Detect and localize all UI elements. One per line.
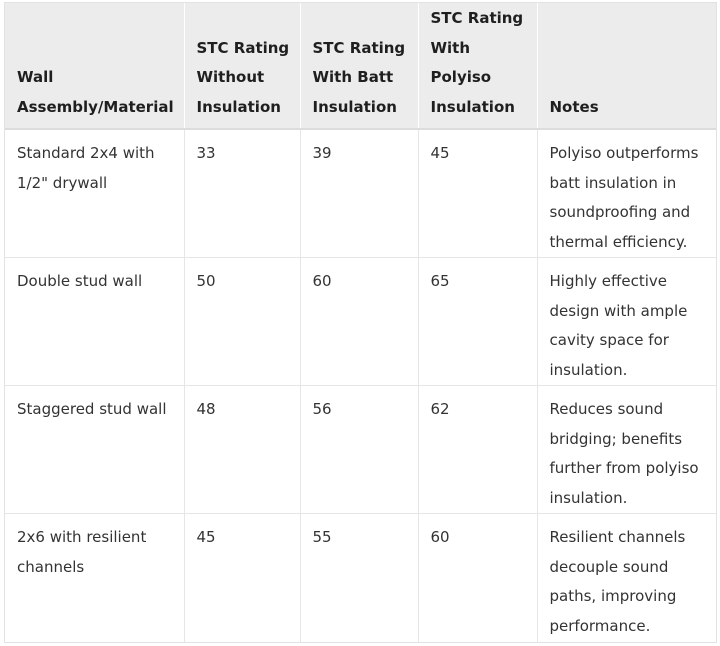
cell-stc-without: 45 [184,514,300,642]
cell-wall-assembly: Staggered stud wall [5,386,184,514]
header-stc-without-insulation: STC Rating Without Insulation [184,3,300,129]
cell-notes: Highly effective design with ample cavity space for insulation. [537,258,716,386]
header-stc-batt-insulation: STC Rating With Batt Insulation [300,3,418,129]
cell-stc-polyiso: 65 [418,258,537,386]
table-row [5,129,716,258]
table-body [5,129,716,642]
cell-stc-batt: 39 [300,129,418,258]
cell-notes: Resilient channels decouple sound paths, improving performance. [549,528,686,635]
table-row [5,258,716,386]
cell-stc-batt: 56 [300,386,418,514]
cell-stc-polyiso: 60 [418,514,537,642]
stc-rating-table [5,3,716,642]
cell-notes: Reduces sound bridging; benefits further from polyiso insulation. [537,386,716,514]
table-row [5,514,716,642]
header-wall-assembly: Wall Assembly/Material [5,3,184,129]
stc-rating-table-container [4,2,717,643]
table-row [5,386,716,514]
cell-stc-without: 48 [184,386,300,514]
cell-stc-polyiso: 62 [418,386,537,514]
cell-stc-without: 50 [184,258,300,386]
cell-notes: Polyiso outperforms batt insulation in soundproofing and thermal efficiency. [537,129,716,258]
cell-stc-polyiso: 45 [418,129,537,258]
cell-wall-assembly: Double stud wall [5,258,184,386]
cell-wall-assembly: Standard 2x4 with 1/2" drywall [5,129,184,258]
header-notes: Notes [537,3,716,129]
header-stc-polyiso-insulation: STC Rating With Polyiso Insulation [418,3,537,129]
cell-stc-batt: 60 [300,258,418,386]
table-header [5,3,716,129]
cell-stc-batt: 55 [300,514,418,642]
header-row [5,3,716,129]
cell-stc-without: 33 [184,129,300,258]
cell-wall-assembly: 2x6 with resilient channels [5,514,184,642]
